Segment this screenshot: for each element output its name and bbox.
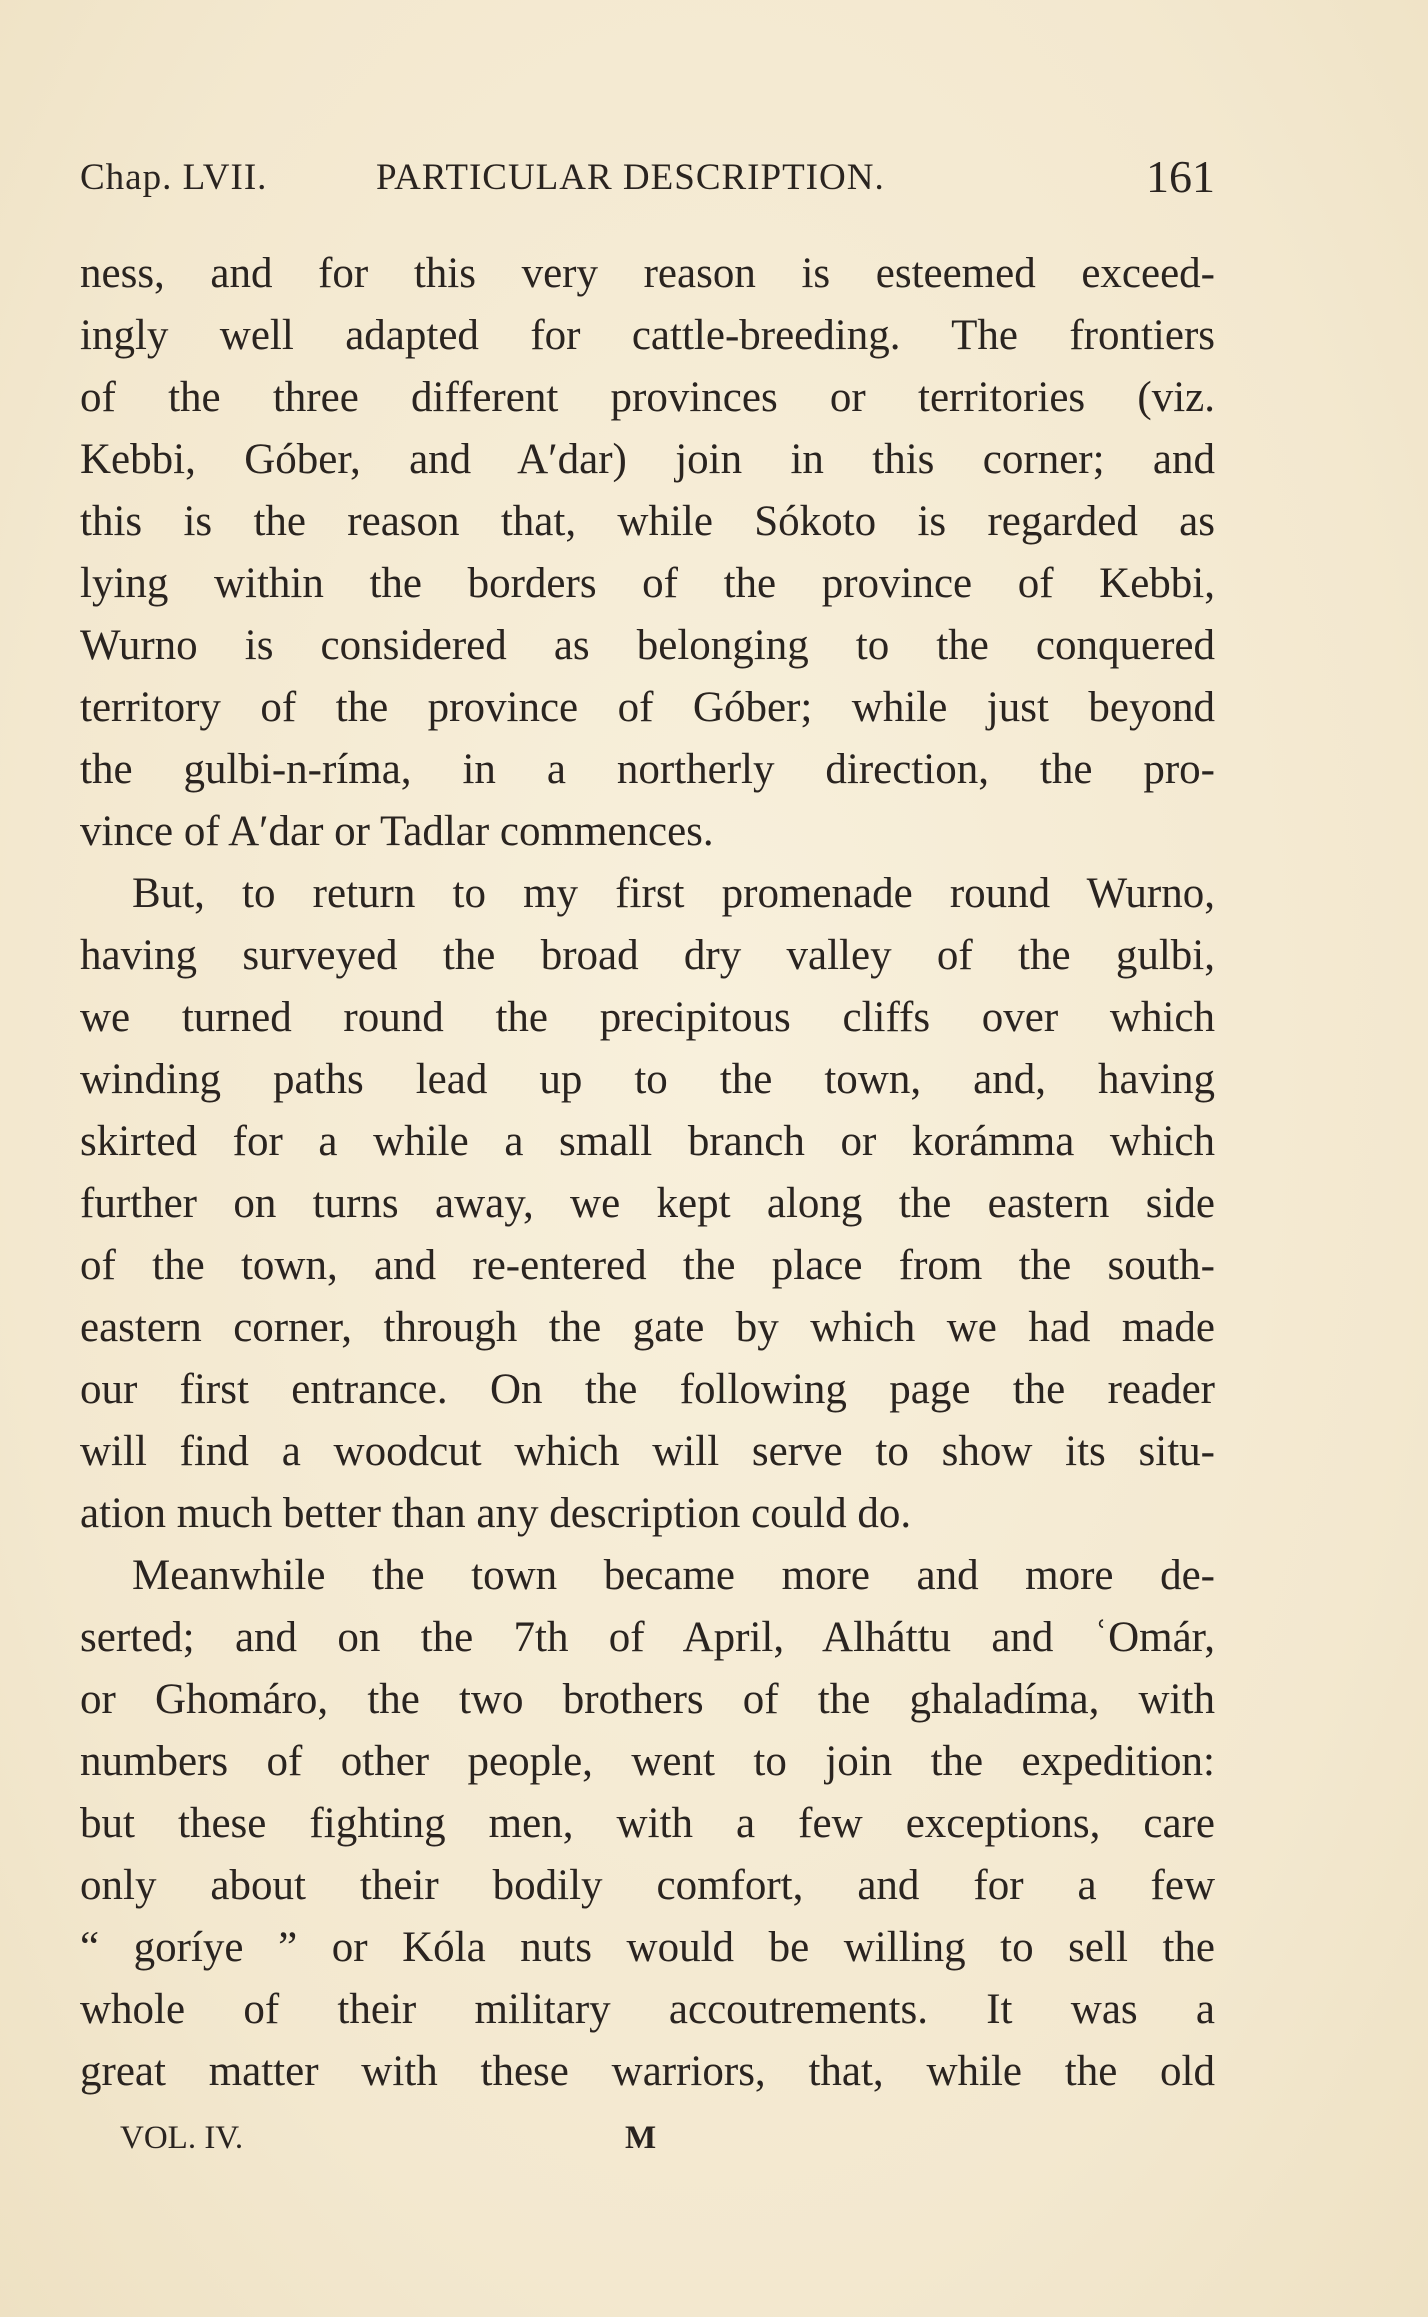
text-line: or Ghomáro, the two brothers of the ghaladíma, with xyxy=(80,1676,1215,1723)
text-line: of the town, and re-entered the place from the south- xyxy=(80,1242,1215,1289)
running-title: PARTICULAR DESCRIPTION. xyxy=(376,157,885,198)
text-line: of the three different provinces or territories (viz. xyxy=(80,374,1215,421)
text-line: territory of the province of Góber; while just beyond xyxy=(80,684,1215,731)
text-line: having surveyed the broad dry valley of the gulbi, xyxy=(80,932,1215,979)
text-line: ness, and for this very reason is esteemed exceed- xyxy=(80,250,1215,297)
text-line: winding paths lead up to the town, and, having xyxy=(80,1056,1215,1103)
text-line: skirted for a while a small branch or korámma which xyxy=(80,1118,1215,1165)
text-line: Kebbi, Góber, and A′dar) join in this corner; and xyxy=(80,436,1215,483)
volume-label: VOL. IV. xyxy=(120,2120,244,2156)
body-text xyxy=(80,243,1215,2103)
text-line: Wurno is considered as belonging to the conquered xyxy=(80,622,1215,669)
text-line: but these fighting men, with a few exceptions, care xyxy=(80,1800,1215,1847)
paragraph-start-line: Meanwhile the town became more and more de- xyxy=(132,1552,1215,1599)
running-head xyxy=(80,150,1215,210)
text-line: numbers of other people, went to join the expedition: xyxy=(80,1738,1215,1785)
text-line: lying within the borders of the province of Kebbi, xyxy=(80,560,1215,607)
text-line: further on turns away, we kept along the eastern side xyxy=(80,1180,1215,1227)
text-line: ation much better than any description could do. xyxy=(80,1490,912,1537)
text-line: serted; and on the 7th of April, Alháttu and ʿOmár, xyxy=(80,1614,1215,1661)
signature-mark: M xyxy=(625,2120,657,2156)
text-line: eastern corner, through the gate by which we had made xyxy=(80,1304,1215,1351)
text-line: will find a woodcut which will serve to show its situ- xyxy=(80,1428,1215,1475)
text-line: our first entrance. On the following page the reader xyxy=(80,1366,1215,1413)
paragraph-start-line: But, to return to my first promenade round Wurno, xyxy=(132,870,1215,917)
text-line: “ goríye ” or Kóla nuts would be willing to sell the xyxy=(80,1924,1215,1971)
text-line: vince of A′dar or Tadlar commences. xyxy=(80,808,714,855)
text-line: this is the reason that, while Sókoto is regarded as xyxy=(80,498,1215,545)
text-line: ingly well adapted for cattle-breeding. The frontiers xyxy=(80,312,1215,359)
page-number: 161 xyxy=(1146,151,1215,202)
text-line: whole of their military accoutrements. It was a xyxy=(80,1986,1215,2033)
text-line: we turned round the precipitous cliffs over which xyxy=(80,994,1215,1041)
page-footer xyxy=(120,2120,720,2170)
text-line: only about their bodily comfort, and for a few xyxy=(80,1862,1215,1909)
text-line: the gulbi-n-ríma, in a northerly direction, the pro- xyxy=(80,746,1215,793)
text-line: great matter with these warriors, that, while the old xyxy=(80,2048,1215,2095)
chapter-label: Chap. LVII. xyxy=(80,157,268,198)
